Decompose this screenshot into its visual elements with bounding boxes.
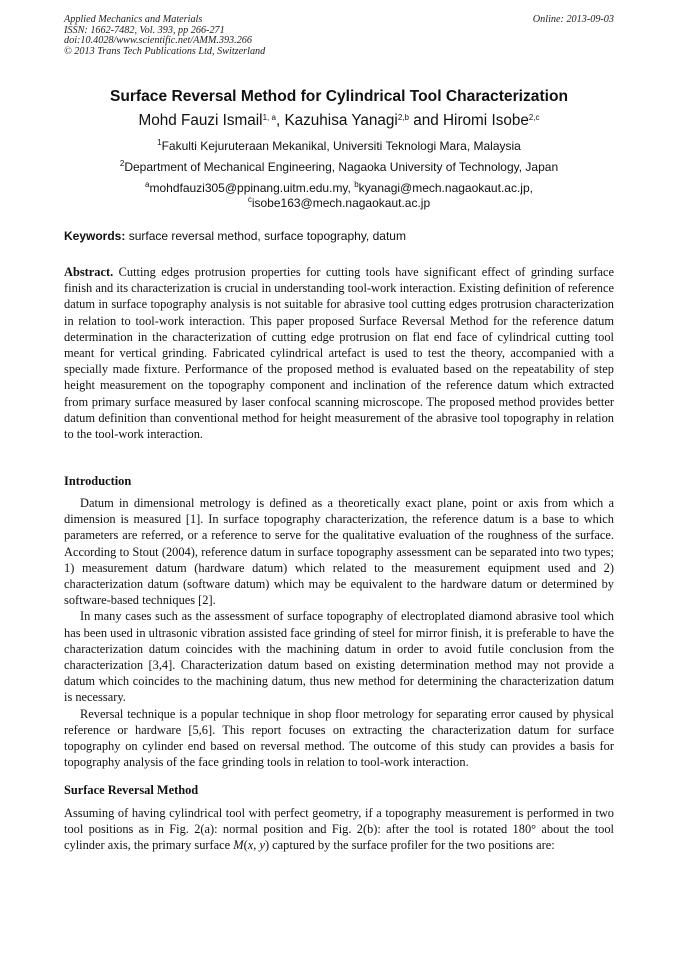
- email-b-sup: b: [354, 180, 359, 189]
- abstract-text: Cutting edges protrusion properties for cutting tools have significant effect of grinding surface finish and its characterization is crucial in understanding tool-work interaction. Existing definition of reference datum in surface topography analysis is not suitable for abrasive tool cutting edges protrusion characterization in relation to tool-work interaction. This paper proposed Surface Reversal Method for the reference datum determination in the characterization of cutting edge protrusion on flat end face of cylindrical cutting tool meant for vertical grinding. Fabricated cylindrical artefact is used to test the theory, accompanied with a specially made fixture. Performance of the proposed method is evaluated based on the repeatability of step height measurement on the topography component and inclination of the reference datum which extracted from primary surface measured by laser confocal scanning microscope. The proposed method provides better datum definition than conventional method for height measurement of the abrasive tool topography in relation to the tool-work interaction.: [64, 265, 614, 442]
- affiliation-2-sup: 2: [119, 159, 125, 168]
- author-separator: and: [408, 112, 443, 129]
- journal-issn: ISSN: 1662-7482, Vol. 393, pp 266-271: [64, 24, 225, 36]
- author-2-sup: 2,b: [397, 113, 409, 122]
- journal-header: [64, 15, 265, 57]
- email-b: kyanagi@mech.nagaokaut.ac.jp,: [358, 181, 533, 195]
- journal-name: Applied Mechanics and Materials: [64, 14, 203, 25]
- affiliation-1-text: Fakulti Kejuruteraan Mekanikal, Universiti Teknologi Mara, Malaysia: [161, 139, 521, 153]
- intro-paragraph-2: In many cases such as the assessment of surface topography of electroplated diamond abrasive tool which has been used in ultrasonic vibration assisted face grinding of steel for mirror finish, it is preferable to have the characterization datum coincides with the machining datum in order to avoid futile conclusion from the characterization [3,4]. Characterization datum based on existing determination method may not provide a datum which coincides to the machining datum, thus new method for determining the characterization datum is necessary.: [64, 609, 614, 705]
- introduction-heading: Introduction: [64, 474, 132, 488]
- journal-doi: doi:10.4028/www.scientific.net/AMM.393.266: [64, 35, 252, 47]
- surface-reversal-body: [64, 805, 614, 854]
- sr-text-2: (: [243, 838, 248, 853]
- intro-paragraph-1: Datum in dimensional metrology is defined as a theoretically exact plane, point or axis from which a dimension is measured [1]. In surface topography characterization, the reference datum is a base to which parameters are referred, or a reference to serve for the qualitative evaluation of the roughness of the surface. According to Stout (2004), reference datum in surface topography assessment can be separated into two types; 1) measurement datum (hardware datum) which related to the measurement equipment used and 2) characterization datum (software datum) which may be equivalent to the hardware datum or determined by software-based techniques [2].: [64, 496, 614, 608]
- keywords-label: Keywords:: [64, 229, 126, 243]
- abstract-label: Abstract.: [64, 265, 114, 279]
- abstract: [64, 264, 614, 442]
- author-2: Kazuhisa Yanagi: [284, 112, 398, 129]
- author-3-sup: 2,c: [528, 113, 540, 122]
- author-1-sup: 1, a: [262, 113, 276, 122]
- email-line-2: [0, 196, 678, 210]
- sr-text-3: ,: [253, 838, 260, 853]
- paper-title: Surface Reversal Method for Cylindrical Tool Characterization: [109, 88, 569, 105]
- affiliation-1: [0, 139, 678, 153]
- keywords: [64, 229, 406, 243]
- affiliation-1-sup: 1: [157, 138, 162, 147]
- email-c-sup: c: [247, 195, 252, 204]
- journal-copyright: © 2013 Trans Tech Publications Ltd, Switzerland: [64, 45, 266, 57]
- introduction-body: [64, 495, 614, 770]
- sr-symbol-M: M: [233, 838, 244, 853]
- sr-symbol-y: y: [259, 838, 265, 853]
- affiliation-2-text: Department of Mechanical Engineering, Nagaoka University of Technology, Japan: [124, 160, 559, 174]
- email-line-1: [0, 181, 678, 195]
- author-separator: ,: [275, 112, 285, 129]
- intro-paragraph-3: Reversal technique is a popular technique in shop floor metrology for separating error caused by physical reference or hardware [5,6]. This report focuses on extracting the characterization datum for surface topography on cylinder end based on reversal method. The outcome of this study can provides a basis for topography analysis of the face grinding tools in relation to tool-work interaction.: [64, 706, 614, 770]
- online-date: Online: 2013-09-03: [532, 14, 614, 25]
- email-a: mohdfauzi305@ppinang.uitm.edu.my,: [149, 181, 355, 195]
- sr-symbol-x: x: [247, 838, 254, 853]
- affiliation-2: [0, 160, 678, 174]
- surface-reversal-heading: Surface Reversal Method: [64, 783, 199, 797]
- sr-text-1: Assuming of having cylindrical tool with perfect geometry, if a topography measurement is performed in two tool positions as in Fig. 2(a): normal position and Fig. 2(b): after the tool is rotated 180° about the tool cylinder axis, the primary surface: [64, 806, 614, 853]
- author-1: Mohd Fauzi Ismail: [138, 112, 263, 129]
- email-c: isobe163@mech.nagaokaut.ac.jp: [251, 196, 431, 210]
- keywords-text: surface reversal method, surface topography, datum: [125, 229, 406, 243]
- email-a-sup: a: [145, 180, 150, 189]
- sr-text-4: ) captured by the surface profiler for the two positions are:: [264, 838, 555, 853]
- author-3: Hiromi Isobe: [443, 112, 529, 129]
- author-list: [0, 112, 678, 130]
- surface-reversal-paragraph-1: [64, 805, 614, 854]
